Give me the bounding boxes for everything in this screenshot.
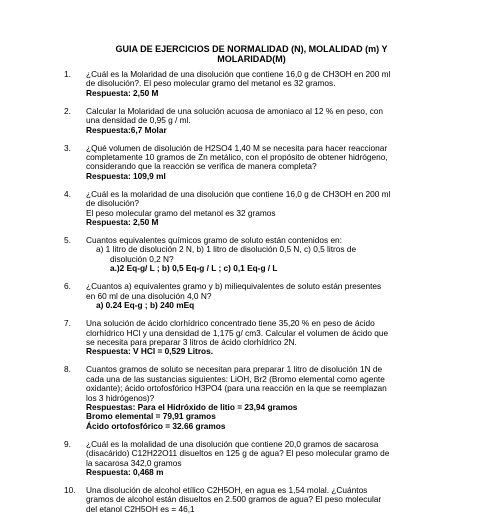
exercise-answer: Respuesta: 2,50 M (86, 87, 159, 98)
title-line-1: GUIA DE EJERCICIOS DE NORMALIDAD (N), MOLALIDAD (m) Y (115, 44, 388, 54)
exercise-item (64, 365, 439, 431)
exercise-answer: Respuesta:6,7 Molar (86, 124, 167, 135)
exercise-text: Una disolución de alcohol etílico C2H5OH, en agua es 1,54 molal. ¿Cuántos (86, 484, 368, 495)
exercise-number: 3. (64, 142, 71, 153)
title-line-2: MOLARIDAD(M) (217, 54, 286, 64)
exercise-text: a) 1 litro de disolución 2 N, b) 1 litro de disolución 0,5 N, c) 0,5 litros de (96, 244, 357, 255)
exercise-text: Una solución de ácido clorhídrico concentrado tiene 35,20 % en peso de ácido (86, 318, 375, 329)
exercise-item (64, 107, 439, 135)
exercise-item (64, 440, 439, 478)
exercise-answer: Respuesta: 0,468 m (86, 466, 164, 477)
exercise-number: 8. (64, 364, 71, 375)
exercise-text: los 3 hidrógenos)? (86, 392, 155, 403)
exercise-number: 6. (64, 281, 71, 292)
exercise-text: considerando que la reacción se verifica de manera completa? (86, 161, 317, 172)
exercise-answer: Respuesta: V HCl = 0,529 Litros. (86, 346, 214, 357)
exercise-text: una densidad de 0,95 g / ml. (86, 115, 191, 126)
exercise-text: ¿Cuantos a) equivalentes gramo y b) miliequivalentes de soluto están presentes (86, 281, 382, 292)
exercise-text: Cuantos equivalentes químicos gramo de soluto están contenidos en: (86, 235, 342, 246)
exercise-text: (disacárido) C12H22O11 disueltos en 125 g de agua? El peso molecular gramo de (86, 448, 390, 459)
exercise-number: 4. (64, 188, 71, 199)
exercise-answer: a) 0.24 Eq-g ; b) 240 mEq (96, 300, 195, 311)
exercise-text: de disolución?. El peso molecular gramo del metanol es 32 gramos. (86, 78, 336, 89)
exercise-text: El peso molecular gramo del metanol es 32 gramos (86, 207, 276, 218)
exercise-number: 10. (64, 484, 76, 495)
exercise-text: ¿Qué volumen de disolución de H2SO4 1,40 M se necesita para hacer reaccionar (86, 142, 388, 153)
exercise-text: disolución 0,2 N? (110, 253, 174, 264)
exercise-number: 1. (64, 69, 71, 79)
exercise-answer: Ácido ortofosfórico = 32.66 gramos (86, 420, 226, 431)
exercise-answer: Respuesta: 2,50 M (86, 217, 159, 228)
exercise-item (64, 486, 439, 514)
exercise-number: 7. (64, 318, 71, 329)
exercise-number: 5. (64, 235, 71, 246)
exercise-answer: Respuestas: Para el Hidróxido de litio = 23,94 gramos (86, 401, 298, 412)
exercise-list (64, 70, 439, 514)
exercise-text: ¿Cuál es la molalidad de una disolución que contiene 20,0 gramos de sacarosa (86, 438, 379, 449)
exercise-text: de disolución? (86, 198, 140, 209)
exercise-item (64, 319, 439, 357)
exercise-text: la sacarosa 342,0 gramos (86, 457, 182, 468)
exercise-answer: Respuesta: 109,9 ml (86, 170, 166, 181)
exercise-item (64, 190, 439, 228)
exercise-text: del etanol C2H5OH es = 46,1 (86, 503, 195, 514)
exercise-answer: Bromo elemental = 79,91 gramos (86, 411, 216, 422)
exercise-text: completamente 10 gramos de Zn metálico, con el propósito de obtener hidrógeno, (86, 152, 388, 163)
exercise-text: Calcular la Molaridad de una solución acuosa de amoniaco al 12 % en peso, con (86, 105, 384, 116)
exercise-item (64, 236, 439, 274)
exercise-number: 2. (64, 105, 71, 116)
exercise-number: 9. (64, 438, 71, 449)
exercise-text: en 60 ml de una disolución 4,0 N? (86, 290, 212, 301)
exercise-text: ¿Cuál es la molaridad de una disolución que contiene 16,0 g de CH3OH en 200 ml (86, 188, 391, 199)
exercise-text: se necesita para preparar 3 litros de ácido clorhídrico 2N. (86, 336, 297, 347)
exercise-text: ¿Cuál es la Molaridad de una disolución que contiene 16,0 g de CH3OH en 200 ml (86, 69, 391, 79)
exercise-text: cada una de las sustancias siguientes: LiOH, Br2 (Bromo elemental como agente (86, 373, 385, 384)
exercise-text: Cuantos gramos de soluto se necesitan para preparar 1 litro de disolución 1N de (86, 364, 383, 375)
exercise-item (64, 144, 439, 182)
page-title (64, 44, 439, 64)
exercise-item (64, 70, 439, 98)
exercise-item (64, 282, 439, 310)
exercise-text: clorhídrico HCl y una densidad de 1,175 g/ cm3. Calcular el volumen de ácido que (86, 327, 389, 338)
exercise-answer: a.)2 Eq-g/ L ; b) 0,5 Eq-g / L ; c) 0,1 Eq-g / L (110, 263, 278, 274)
exercise-text: oxidante); ácido ortofosfórico H3PO4 (para una reacción en la que se reemplazan (86, 383, 387, 394)
exercise-text: gramos de alcohol están disueltos en 2.500 gramos de agua? El peso molecular (86, 494, 382, 505)
